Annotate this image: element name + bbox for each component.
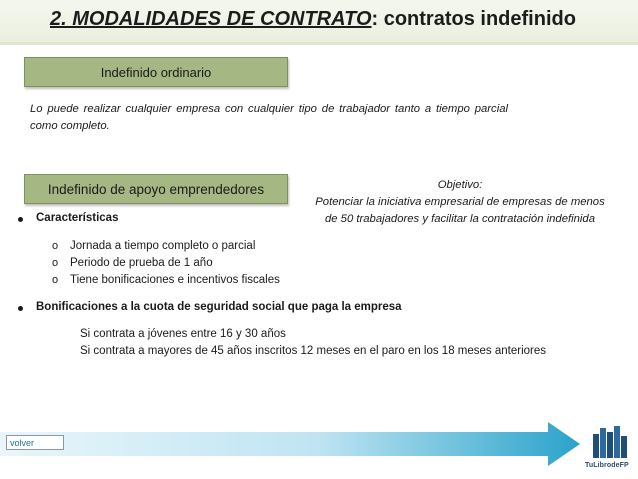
circle-bullet-icon: o [52, 257, 59, 269]
footer-arrow [0, 422, 580, 466]
circle-bullet-icon: o [52, 274, 59, 286]
list-item [52, 272, 280, 289]
list-item [52, 238, 280, 255]
list-item-text: Tiene bonificaciones e incentivos fiscales [70, 274, 280, 286]
objetivo-block [312, 177, 608, 228]
circle-bullet-icon: o [52, 240, 59, 252]
bonificaciones-label: Bonificaciones a la cuota de seguridad social que paga la empresa [36, 301, 402, 313]
title-highlight: 2. MODALIDADES DE CONTRATO [50, 8, 372, 30]
title-underline-band [0, 42, 638, 45]
ordinario-label: Indefinido ordinario [100, 64, 212, 80]
objetivo-heading: Objetivo: [437, 179, 483, 191]
caracteristicas-label: Características [36, 212, 119, 224]
caracteristicas-list [52, 238, 280, 289]
ordinario-heading-box [24, 57, 288, 87]
list-item-text: Periodo de prueba de 1 año [70, 257, 213, 269]
bonificaciones-lines [80, 326, 546, 360]
logo-text: TuLibrodeFP [585, 462, 629, 469]
apoyo-heading-box [24, 174, 288, 204]
bonificacion-line: Si contrata a mayores de 45 años inscritos 12 meses en el paro en los 18 meses anteriores [80, 345, 546, 357]
back-button[interactable]: volver [6, 435, 64, 450]
bullet-icon [18, 217, 23, 222]
page-title [50, 8, 576, 31]
list-item-text: Jornada a tiempo completo o parcial [70, 240, 256, 252]
apoyo-label: Indefinido de apoyo emprendedores [47, 181, 265, 197]
list-item [52, 255, 280, 272]
bonificacion-line: Si contrata a jóvenes entre 16 y 30 años [80, 328, 286, 340]
title-rest: : contratos indefinido [371, 8, 576, 30]
ordinario-description: Lo puede realizar cualquier empresa con cualquier tipo de trabajador tanto a tiempo parcial como completo. [30, 103, 508, 132]
bullet-icon [18, 306, 23, 311]
objetivo-text: Potenciar la iniciativa empresarial de empresas de menos de 50 trabajadores y facilitar la contratación indefinida [315, 196, 605, 225]
